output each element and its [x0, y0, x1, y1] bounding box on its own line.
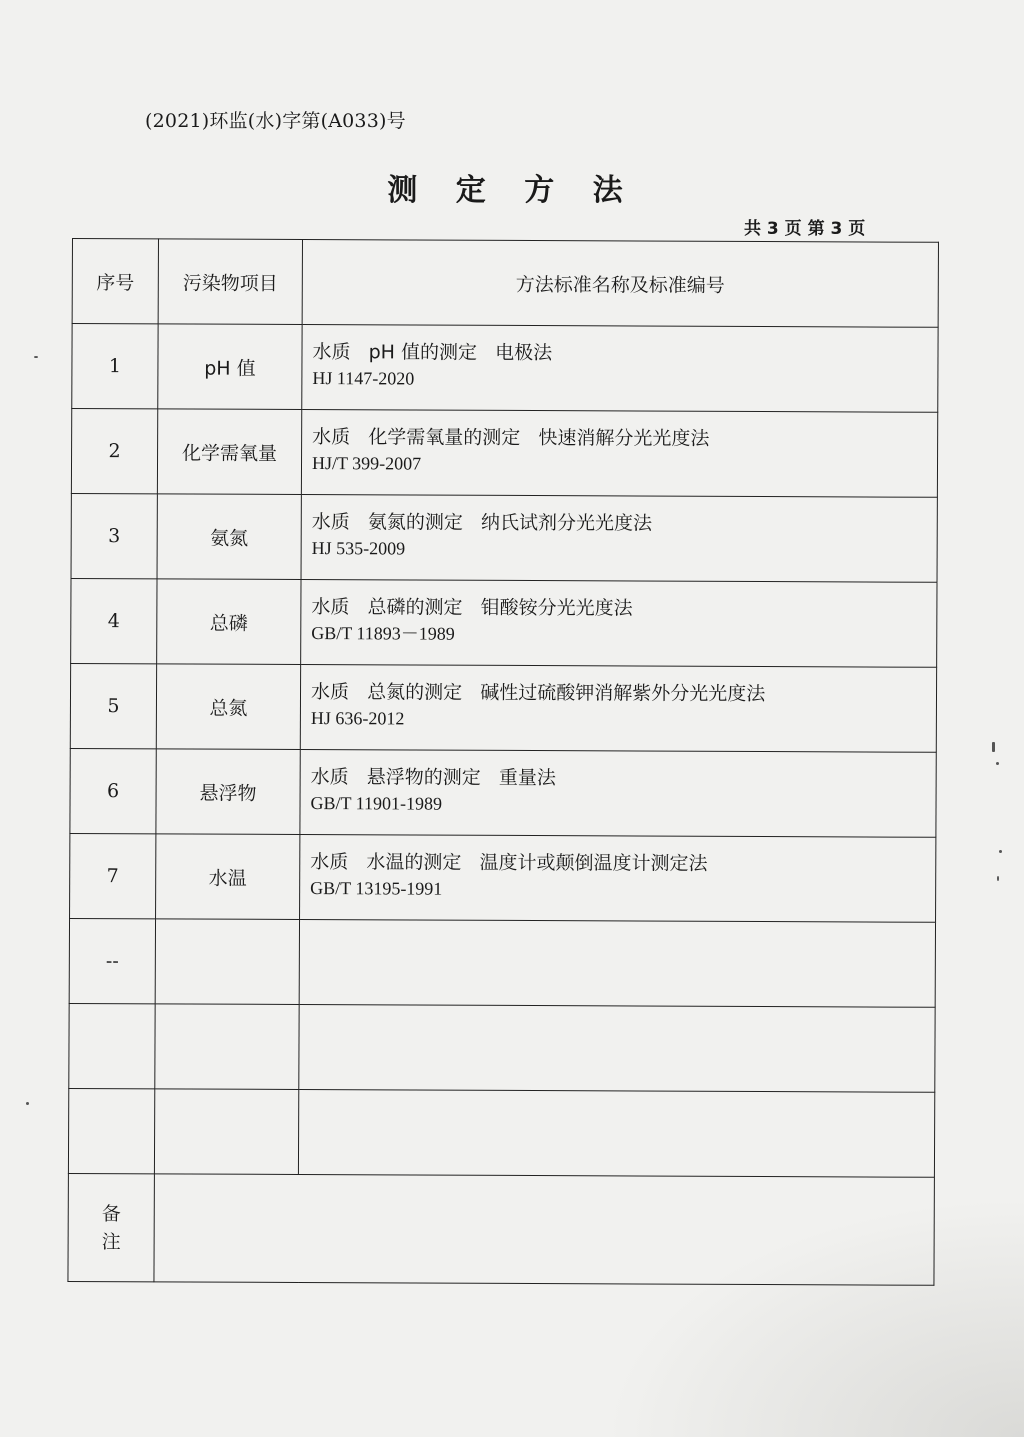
method-name — [310, 956, 935, 959]
row-item: 悬浮物 — [156, 749, 300, 835]
row-index: 4 — [71, 578, 157, 663]
row-method — [301, 495, 937, 583]
table-row — [69, 1003, 935, 1092]
methods-table — [67, 238, 939, 1286]
table-header-row — [72, 239, 938, 328]
method-code: GB/T 13195-1991 — [310, 877, 443, 899]
remarks-content — [154, 1174, 934, 1285]
row-index — [69, 1003, 155, 1088]
row-method — [301, 410, 937, 498]
row-item — [155, 919, 299, 1005]
scan-speck — [26, 1102, 29, 1105]
table-row — [71, 493, 937, 582]
table-row — [68, 1088, 934, 1177]
header-method: 方法标准名称及标准编号 — [302, 240, 938, 328]
scan-speck — [996, 762, 999, 765]
row-method — [301, 580, 937, 668]
row-index: 7 — [70, 833, 156, 918]
method-name — [309, 1126, 934, 1129]
row-item: 总磷 — [157, 579, 301, 665]
method-code: HJ 636-2012 — [310, 707, 405, 728]
row-method — [299, 1004, 935, 1092]
method-name: 水质 水温的测定 温度计或颠倒温度计测定法 — [310, 850, 708, 875]
table-row — [70, 663, 936, 752]
remarks-label — [68, 1173, 154, 1281]
row-item: 化学需氧量 — [157, 409, 301, 495]
document-number: (2021)环监(水)字第(A033)号 — [145, 110, 406, 132]
table-row — [70, 748, 936, 837]
row-item — [155, 1004, 299, 1090]
row-method — [299, 919, 935, 1007]
row-index: 5 — [70, 663, 156, 748]
method-code: GB/T 11893－1989 — [311, 622, 455, 644]
method-code — [310, 956, 935, 959]
table-row — [72, 324, 938, 413]
method-name: 水质 总磷的测定 钼酸铵分光光度法 — [311, 595, 633, 619]
scan-speck — [992, 742, 995, 752]
page-title: 测 定 方 法 — [387, 173, 637, 208]
row-method — [300, 835, 936, 923]
row-item: 水温 — [156, 834, 300, 920]
row-item — [154, 1089, 298, 1175]
method-code: GB/T 11901-1989 — [310, 792, 443, 814]
method-name: 水质 pH 值的测定 电极法 — [312, 340, 553, 364]
scan-speck — [999, 850, 1002, 853]
row-method — [300, 750, 936, 838]
method-code — [309, 1126, 934, 1129]
page-count: 共 3 页 第 3 页 — [744, 219, 866, 239]
scan-speck — [997, 876, 999, 881]
row-method — [298, 1089, 934, 1177]
header-index: 序号 — [72, 239, 158, 324]
row-index: 6 — [70, 748, 156, 833]
table-row — [70, 833, 936, 922]
row-index — [68, 1088, 154, 1173]
method-code — [309, 1041, 934, 1044]
row-index: -- — [69, 918, 155, 1003]
header-item: 污染物项目 — [158, 239, 302, 325]
table-row — [69, 918, 935, 1007]
scan-speck — [34, 356, 38, 358]
row-method — [302, 325, 938, 413]
row-item: 氨氮 — [157, 494, 301, 580]
row-method — [300, 665, 936, 753]
table-row — [71, 409, 937, 498]
remarks-row — [68, 1173, 934, 1285]
row-item: pH 值 — [158, 324, 302, 410]
method-name: 水质 悬浮物的测定 重量法 — [310, 765, 556, 789]
method-name: 水质 化学需氧量的测定 快速消解分光光度法 — [312, 425, 710, 450]
row-index: 3 — [71, 493, 157, 578]
row-item: 总氮 — [156, 664, 300, 750]
method-name — [309, 1041, 934, 1044]
method-name: 水质 氨氮的测定 纳氏试剂分光光度法 — [311, 510, 653, 535]
table-row — [71, 578, 937, 667]
method-code: HJ/T 399-2007 — [311, 452, 422, 474]
method-name: 水质 总氮的测定 碱性过硫酸钾消解紫外分光光度法 — [310, 680, 766, 705]
method-code: HJ 535-2009 — [311, 537, 406, 558]
row-index: 1 — [72, 324, 158, 409]
method-code: HJ 1147-2020 — [312, 367, 415, 388]
row-index: 2 — [71, 409, 157, 494]
remarks-label-line: 注 — [101, 1230, 121, 1253]
remarks-label-line: 备 — [101, 1202, 121, 1225]
